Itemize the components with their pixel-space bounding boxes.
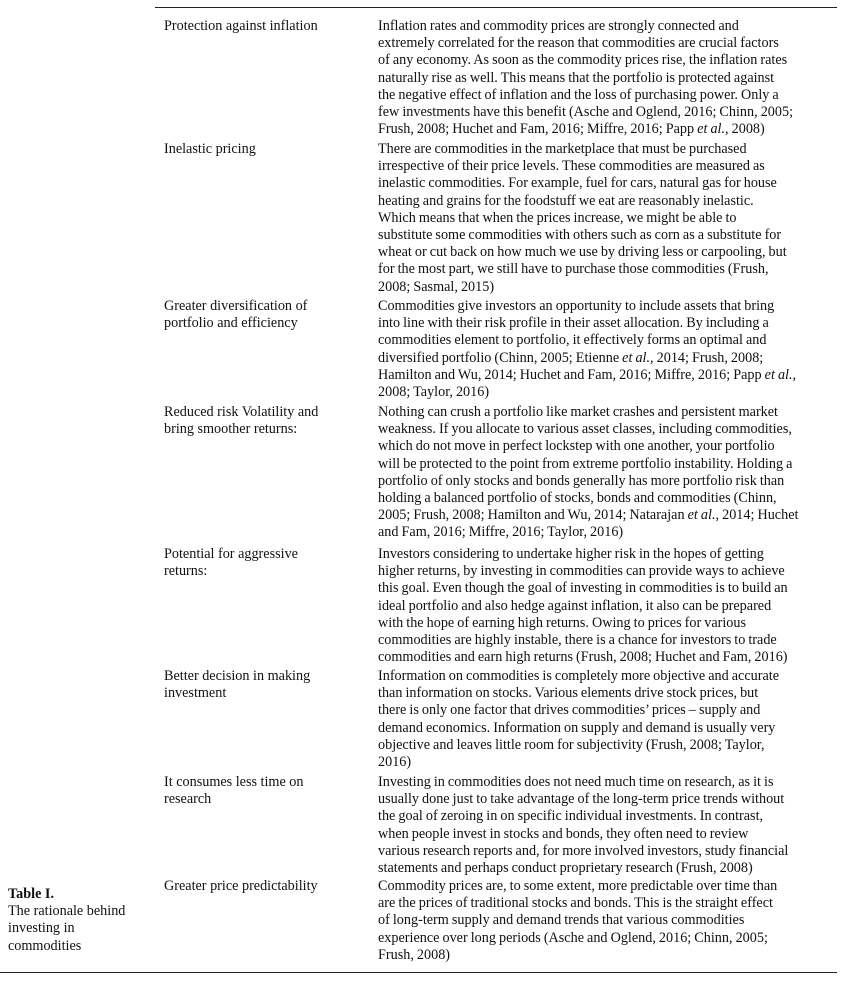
row-description-line: Commodity prices are, to some extent, more predictable over time than [378, 878, 778, 894]
row-label [164, 774, 369, 808]
row-description-line: various research reports and, for more involved investors, study financial [378, 842, 789, 859]
row-label-line: returns: [164, 563, 208, 580]
row-description-line: usually done just to take advantage of the long-term price trends without [378, 791, 785, 808]
row-description-line: experience over long periods (Asche and Oglend, 2016; Chinn, 2005; [378, 929, 768, 946]
row-description-line: with the hope of earning high returns. Owing to prices for various [378, 614, 747, 631]
row-description-line: are the prices of traditional stocks and bonds. This is the straight effect [378, 895, 773, 912]
table-bottom-rule [0, 972, 837, 973]
row-description-line: demand economics. Information on supply and demand is usually very [378, 719, 776, 736]
row-description-line: and Fam, 2016; Miffre, 2016; Taylor, 2016) [378, 524, 624, 541]
row-label-line: Greater price predictability [164, 878, 318, 894]
row-description-line: when people invest in stocks and bonds, they often need to review [378, 825, 749, 842]
row-label-line: Greater diversification of [164, 298, 308, 314]
row-description-line: into line with their risk profile in their asset allocation. By including a [378, 315, 769, 332]
row-description-line: Commodities give investors an opportunity to include assets that bring [378, 298, 775, 314]
row-description-line: Frush, 2008; Huchet and Fam, 2016; Miffre, 2016; Papp et al., 2008) [378, 121, 765, 138]
row-description-line: commodities are highly instable, there is a chance for investors to trade [378, 632, 777, 649]
row-label-line: Reduced risk Volatility and [164, 404, 319, 420]
row-description-line: substitute some commodities with others such as corn as a substitute for [378, 227, 782, 244]
row-description-line: Inflation rates and commodity prices are strongly connected and [378, 18, 739, 34]
row-description-line: will be protected to the point from extreme portfolio instability. Holding a [378, 455, 793, 472]
row-description [378, 878, 840, 964]
row-description-line: higher returns, by investing in commodities can provide ways to achieve [378, 563, 785, 580]
table-caption-label: Table I. [8, 886, 54, 902]
row-description [378, 404, 840, 542]
row-description-line: portfolio of only stocks and bonds generally has more portfolio risk than [378, 472, 785, 489]
row-description-line: 2005; Frush, 2008; Hamilton and Wu, 2014; Natarajan et al., 2014; Huchet [378, 507, 799, 524]
row-description-line: commodities element to portfolio, it effectively forms an optimal and [378, 332, 767, 349]
row-description-line: Which means that when the prices increase, we might be able to [378, 209, 737, 226]
row-label-line: Better decision in making [164, 668, 311, 684]
row-description-line: There are commodities in the marketplace that must be purchased [378, 141, 747, 157]
row-description-line: than information on stocks. Various elements drive stock prices, but [378, 685, 759, 702]
row-label [164, 878, 369, 895]
row-label-line: Inelastic pricing [164, 141, 256, 157]
row-label [164, 141, 369, 158]
row-description-line: 2008; Taylor, 2016) [378, 384, 490, 401]
table-caption-line: investing in [8, 920, 75, 937]
row-label-line: research [164, 791, 212, 808]
row-description-line: commodities and earn high returns (Frush, 2008; Huchet and Fam, 2016) [378, 649, 788, 666]
table-caption-line: commodities [8, 937, 82, 954]
row-description-line: 2016) [378, 754, 412, 771]
row-label [164, 546, 369, 580]
row-description-line: Nothing can crush a portfolio like market crashes and persistent market [378, 404, 779, 420]
row-label-line: bring smoother returns: [164, 421, 298, 438]
row-description-line: inelastic commodities. For example, fuel for cars, natural gas for house [378, 175, 777, 192]
row-description-line: few investments have this benefit (Asche and Oglend, 2016; Chinn, 2005; [378, 104, 794, 121]
row-description-line: Information on commodities is completely more objective and accurate [378, 668, 779, 684]
row-description-line: wheat or cut back on how much we use by driving less or carpooling, but [378, 244, 787, 261]
row-description [378, 18, 840, 138]
row-description-line: objective and leaves little room for subjectivity (Frush, 2008; Taylor, [378, 736, 765, 753]
table-caption [8, 886, 158, 955]
row-description-line: of long-term supply and demand trends that various commodities [378, 912, 745, 929]
row-description-line: statements and perhaps conduct proprietary research (Frush, 2008) [378, 860, 753, 877]
row-description-line: which do not move in perfect lockstep with one another, your portfolio [378, 438, 775, 455]
row-description-line: diversified portfolio (Chinn, 2005; Etienne et al., 2014; Frush, 2008; [378, 349, 764, 366]
row-label-line: portfolio and efficiency [164, 315, 298, 332]
row-label [164, 404, 369, 438]
row-description-line: Hamilton and Wu, 2014; Huchet and Fam, 2016; Miffre, 2016; Papp et al., [378, 366, 797, 383]
row-description-line: weakness. If you allocate to various asset classes, including commodities, [378, 421, 792, 438]
row-description [378, 668, 840, 771]
row-description-line: the goal of zeroing in on specific individual investments. In contrast, [378, 808, 764, 825]
row-label [164, 18, 369, 35]
row-description-line: this goal. Even though the goal of investing in commodities is to build an [378, 580, 788, 597]
row-label [164, 668, 369, 702]
row-description [378, 298, 840, 401]
row-description-line: for the most part, we still have to purchase those commodities (Frush, [378, 261, 769, 278]
row-description [378, 546, 840, 666]
row-description-line: naturally rise as well. This means that the portfolio is protected against [378, 69, 775, 86]
table-top-rule [155, 7, 837, 8]
row-description-line: extremely correlated for the reason that commodities are crucial factors [378, 35, 779, 52]
row-label-line: Protection against inflation [164, 18, 318, 34]
row-description-line: of any economy. As soon as the commodity prices rise, the inflation rates [378, 52, 788, 69]
row-description-line: 2008; Sasmal, 2015) [378, 278, 495, 295]
row-description-line: heating and grains for the foodstuff we eat are reasonably inelastic. [378, 192, 754, 209]
row-label [164, 298, 369, 332]
row-description-line: Investors considering to undertake higher risk in the hopes of getting [378, 546, 764, 562]
row-description-line: Investing in commodities does not need much time on research, as it is [378, 774, 774, 790]
row-description-line: ideal portfolio and also hedge against inflation, it also can be prepared [378, 597, 772, 614]
row-description-line: irrespective of their price levels. These commodities are measured as [378, 158, 765, 175]
row-description-line: there is only one factor that drives commodities’ prices – supply and [378, 702, 761, 719]
row-description-line: the negative effect of inflation and the loss of purchasing power. Only a [378, 86, 779, 103]
table-caption-line: The rationale behind [8, 903, 126, 920]
row-label-line: Potential for aggressive [164, 546, 298, 562]
row-description-line: Frush, 2008) [378, 946, 451, 963]
row-label-line: investment [164, 685, 227, 702]
row-description-line: holding a balanced portfolio of stocks, bonds and commodities (Chinn, [378, 490, 777, 507]
row-description [378, 774, 840, 877]
row-label-line: It consumes less time on [164, 774, 304, 790]
row-description [378, 141, 840, 296]
